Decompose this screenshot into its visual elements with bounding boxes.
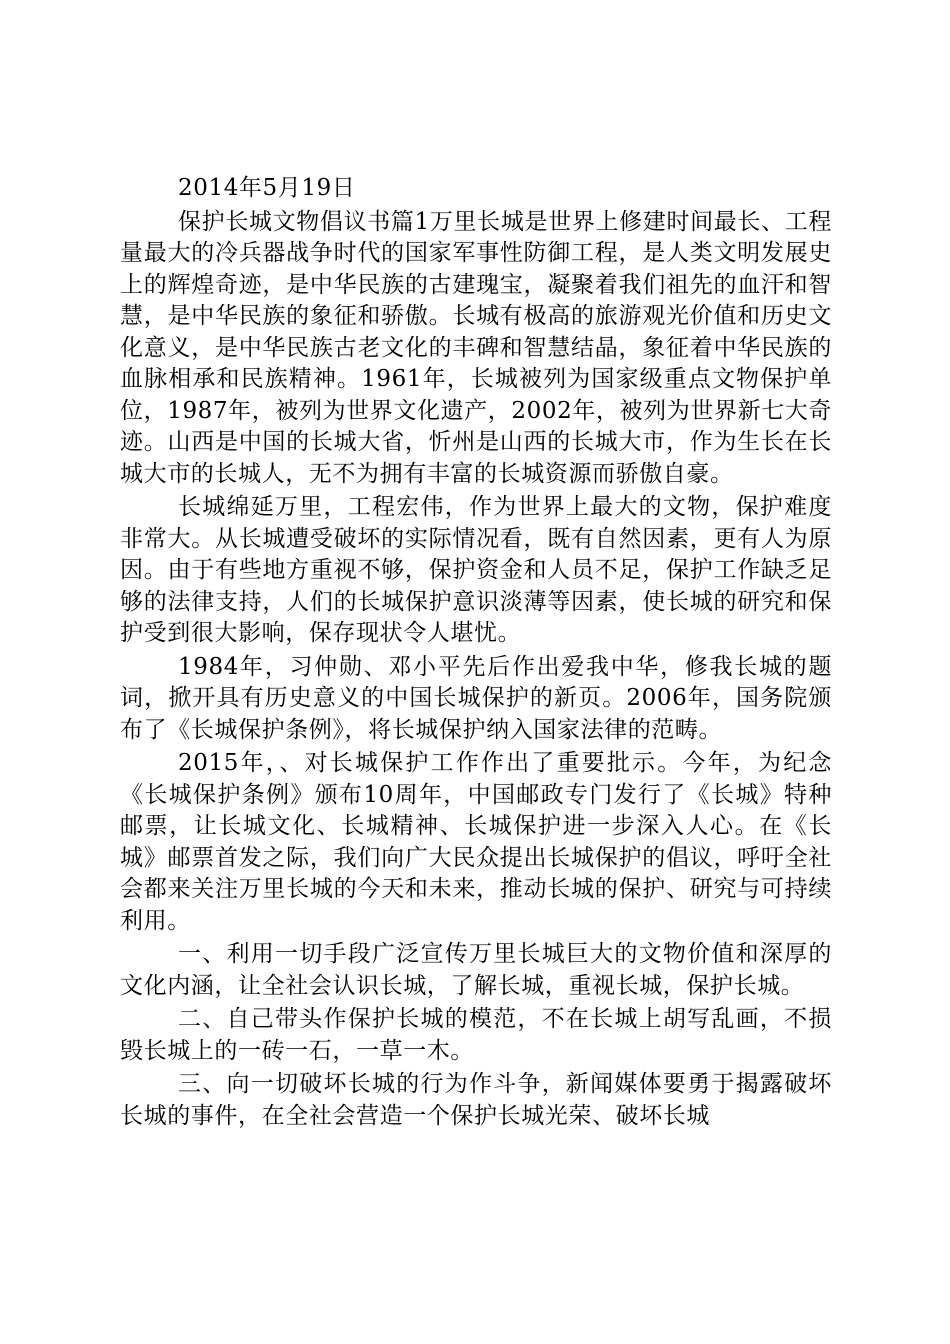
paragraph-history-1984: 1984年，习仲勋、邓小平先后作出爱我中华，修我长城的题词，掀开具有历史意义的中国长城保护的新页。2006年，国务院颁布了《长城保护条例》，将长城保护纳入国家法律的范畴。 xyxy=(120,653,832,743)
paragraph-protection-difficulty: 长城绵延万里，工程宏伟，作为世界上最大的文物，保护难度非常大。从长城遭受破坏的实际情况看，既有自然因素，更有人为原因。由于有些地方重视不够，保护资金和人员不足，保护工作缺乏足够的法律支持，人们的长城保护意识淡薄等因素，使长城的研究和保护受到很大影响，保存现状令人堪忧。 xyxy=(120,494,832,646)
document-date: 2014年5月19日 xyxy=(178,175,356,201)
paragraph-intro: 保护长城文物倡议书篇1万里长城是世界上修建时间最长、工程量最大的冷兵器战争时代的国家军事性防御工程，是人类文明发展史上的辉煌奇迹，是中华民族的古建瑰宝，凝聚着我们祖先的血汗和智慧，是中华民族的象征和骄傲。长城有极高的旅游观光价值和历史文化意义，是中华民族古老文化的丰碑和智慧结晶，象征着中华民族的血脉相承和民族精神。1961年，长城被列为国家级重点文物保护单位，1987年，被列为世界文化遗产，2002年，被列为世界新七大奇迹。山西是中国的长城大省，忻州是山西的长城大市，作为生长在长城大市的长城人，无不为拥有丰富的长城资源而骄傲自豪。 xyxy=(120,208,832,487)
paragraph-proposal-one: 一、利用一切手段广泛宣传万里长城巨大的文物价值和深厚的文化内涵，让全社会认识长城，了解长城，重视长城，保护长城。 xyxy=(120,941,832,999)
paragraph-proposal-three: 三、向一切破坏长城的行为作斗争，新闻媒体要勇于揭露破坏长城的事件，在全社会营造一个保护长城光荣、破坏长城 xyxy=(120,1071,832,1129)
paragraph-proposal-two: 二、自己带头作保护长城的模范，不在长城上胡写乱画，不损毁长城上的一砖一石，一草一木。 xyxy=(120,1006,832,1064)
document-body xyxy=(120,173,832,1134)
paragraph-2015-stamp: 2015年，、对长城保护工作作出了重要批示。今年，为纪念《长城保护条例》颁布10周年，中国邮政专门发行了《长城》特种邮票，让长城文化、长城精神、长城保护进一步深入人心。在《长城》邮票首发之际，我们向广大民众提出长城保护的倡议，呼吁全社会都来关注万里长城的今天和未来，推动长城的保护、研究与可持续利用。 xyxy=(120,750,832,934)
